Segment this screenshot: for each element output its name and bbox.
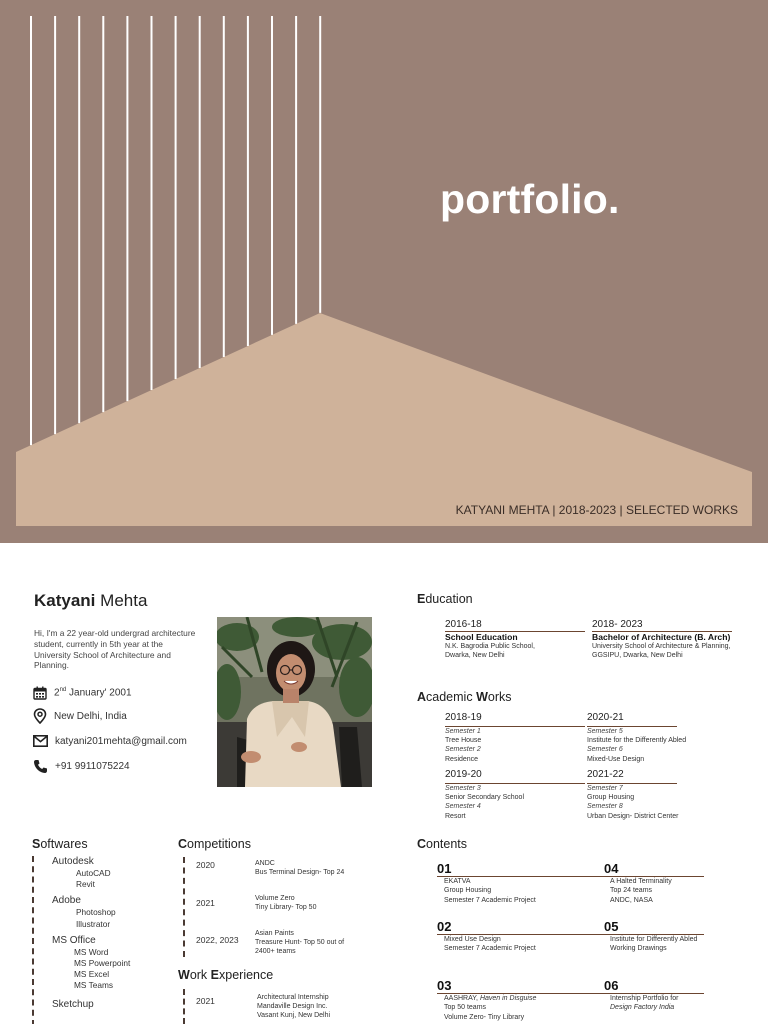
calendar-icon [33,686,47,700]
contact-phone [33,757,130,775]
contents-title: Contents [417,837,468,851]
software-group: MS Office [52,934,96,946]
profile-bio: Hi, I'm a 22 year-old undergrad architecture student, currently in 5th year at the University School of Architecture and Planning. [34,628,196,671]
education-title: Education [417,592,473,606]
academic-entry: 2019-20 Semester 3 Senior Secondary School Semester 4 Resort [445,768,585,821]
contents-item-03[interactable]: 03 AASHRAY, Haven in Disguise Top 50 teams Volume Zero- Tiny Library [437,978,612,1022]
academic-works-title: Academic Works [417,690,512,704]
location-text: New Delhi, India [54,710,127,722]
cover-title: portfolio. [440,176,620,222]
profile-name [34,591,147,611]
work-experience-title: Work Experience [178,968,274,982]
first-name: Katyani [34,591,96,610]
academic-entry: 2020-21 Semester 5 Institute for the Differently Abled Semester 6 Mixed-Use Design [587,712,687,763]
work-desc: Architectural Internship Mandaville Design Inc. Vasant Kunj, New Delhi [257,994,331,1020]
contents-item-05[interactable]: 05 Institute for Differently Abled Working Drawings [604,919,704,954]
education-head: Bachelor of Architecture (B. Arch) [592,632,731,642]
resume-page [0,543,768,1024]
competition-year: 2022, 2023 [196,935,239,945]
academic-entry: 2018-19 Semester 1 Tree House Semester 2 Residence [445,711,585,764]
competition-desc: ANDC Bus Terminal Design- Top 24 [255,860,345,877]
competition-desc: Volume Zero Tiny Library- Top 50 [255,895,317,912]
contents-item-01[interactable]: 01 EKATVA Group Housing Semester 7 Academic Project [437,861,612,905]
contact-location [33,707,127,725]
competition-year: 2020 [196,860,215,870]
portrait-illustration [217,617,372,787]
contact-email [33,732,187,750]
education-entry-barch: 2018- 2023 Bachelor of Architecture (B. Arch) University School of Architecture & Planning, GGSIPU, Dwarka, New Delhi [592,619,731,660]
work-year: 2021 [196,996,215,1006]
software-group: Sketchup [52,998,94,1010]
location-pin-icon [33,708,47,724]
contents-item-02[interactable]: 02 Mixed Use Design Semester 7 Academic Project [437,919,612,954]
contents-item-04[interactable]: 04 A Halted Terminality Top 24 teams ANDC, NASA [604,861,704,905]
cover-footer: KATYANI MEHTA | 2018-2023 | SELECTED WORKS [455,503,738,517]
phone-text: +91 9911075224 [55,760,130,772]
dob-text: 2nd January' 2001 [54,687,132,699]
mail-icon [33,735,48,747]
email-link[interactable]: katyani201mehta@gmail.com [55,735,187,747]
education-years: 2018- 2023 [592,619,732,632]
contact-dob [33,684,132,702]
softwares-title: Softwares [32,837,88,851]
competitions-timeline [183,857,185,957]
software-group: Autodesk [52,856,94,867]
competition-year: 2021 [196,898,215,908]
academic-entry: 2021-22 Semester 7 Group Housing Semester 8 Urban Design- District Center [587,769,679,820]
phone-icon [33,759,48,774]
education-entry-school: 2016-18 School Education N.K. Bagrodia Public School, Dwarka, New Delhi [445,619,585,660]
profile-photo [217,617,372,787]
software-group: Adobe [52,895,81,907]
competition-desc: Asian Paints Treasure Hunt- Top 50 out of 2400+ teams [255,930,345,956]
softwares-list: Autodesk AutoCAD Revit Adobe Photoshop Illustrator MS Office MS Word MS Powerpoint MS Excel MS Teams Sketchup [32,856,130,1024]
education-head: School Education [445,632,518,642]
work-timeline [183,989,185,1024]
contents-item-06[interactable]: 06 Internship Portfolio for Design Factory India [604,978,704,1013]
last-name: Mehta [100,591,148,610]
education-years: 2016-18 [445,619,585,632]
competitions-title: Competitions [178,837,251,851]
